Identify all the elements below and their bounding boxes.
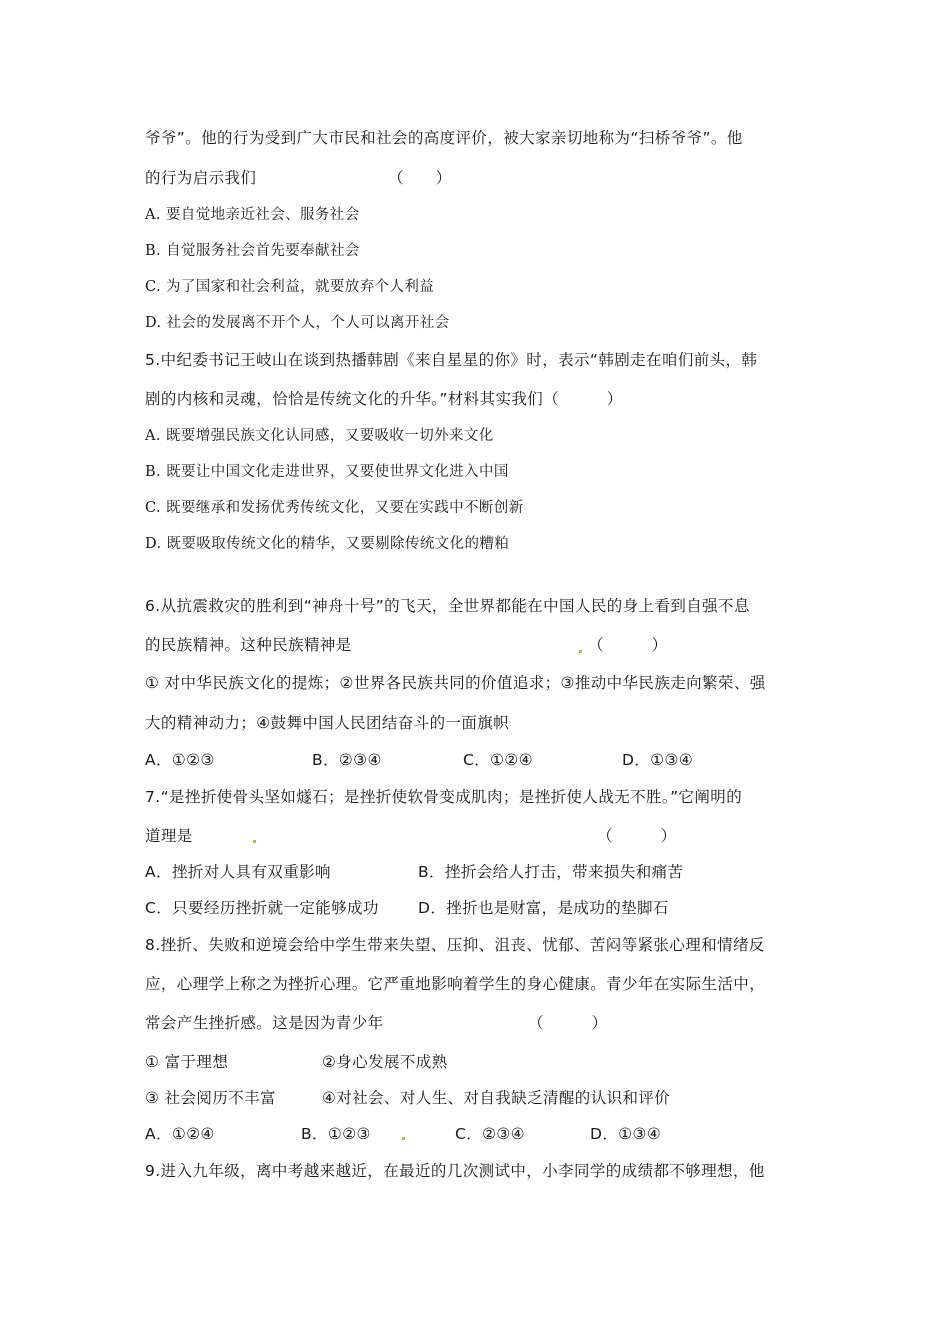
q6-stem-line-2: 的民族精神。这种民族精神是 xyxy=(145,636,352,654)
q8-statement-4: ④对社会、对人生、对自我缺乏清醒的认识和评价 xyxy=(322,1089,671,1107)
q7-option-b: B．挫折会给人打击，带来损失和痛苦 xyxy=(418,863,684,881)
q6-statements-line-1: ① 对中华民族文化的提炼；②世界各民族共同的价值追求；③推动中华民族走向繁荣、强 xyxy=(145,674,766,692)
q6-option-b: B．②③④ xyxy=(312,751,382,769)
q8-answer-parentheses: （ ） xyxy=(528,1014,608,1032)
q5-option-c: C. 既要继承和发扬优秀传统文化，又要在实践中不断创新 xyxy=(145,500,524,516)
q5-option-d: D. 既要吸取传统文化的精华，又要剔除传统文化的糟粕 xyxy=(145,536,510,552)
q5-stem-line-2: 剧的内核和灵魂，恰恰是传统文化的升华。”材料其实我们（ ） xyxy=(145,390,623,408)
q6-option-a: A．①②③ xyxy=(145,751,215,769)
q8-statement-1: ① 富于理想 xyxy=(145,1053,229,1071)
q7-option-d: D．挫折也是财富，是成功的垫脚石 xyxy=(418,899,669,917)
decorative-dot xyxy=(402,1137,405,1140)
q6-stem-line-1: 6.从抗震救灾的胜利到“神舟十号”的飞天，全世界都能在中国人民的身上看到自强不息 xyxy=(145,597,750,615)
q8-statement-3: ③ 社会阅历不丰富 xyxy=(145,1089,276,1107)
q6-option-d: D．①③④ xyxy=(622,751,694,769)
q7-option-a: A．挫折对人具有双重影响 xyxy=(145,863,331,881)
q8-stem-line-3: 常会产生挫折感。这是因为青少年 xyxy=(145,1014,384,1032)
q8-option-a: A．①②④ xyxy=(145,1125,215,1143)
q4-option-b: B. 自觉服务社会首先要奉献社会 xyxy=(145,243,360,259)
q7-option-c: C．只要经历挫折就一定能够成功 xyxy=(145,899,379,917)
q9-stem-line-1: 9.进入九年级，离中考越来越近，在最近的几次测试中，小李同学的成绩都不够理想，他 xyxy=(145,1162,765,1180)
q4-option-a: A. 要自觉地亲近社会、服务社会 xyxy=(145,207,360,223)
q5-stem-line-1: 5.中纪委书记王岐山在谈到热播韩剧《来自星星的你》时，表示“韩剧走在咱们前头，韩 xyxy=(145,351,758,369)
q8-option-c: C．②③④ xyxy=(455,1125,526,1143)
q5-option-b: B. 既要让中国文化走进世界，又要使世界文化进入中国 xyxy=(145,464,509,480)
q4-option-c: C. 为了国家和社会利益，就要放弃个人利益 xyxy=(145,279,435,295)
decorative-dot xyxy=(579,650,582,653)
q8-statement-2: ②身心发展不成熟 xyxy=(322,1053,448,1071)
q8-stem-line-1: 8.挫折、失败和逆境会给中学生带来失望、压抑、沮丧、忧郁、苦闷等紧张心理和情绪反 xyxy=(145,936,765,954)
q8-option-d: D．①③④ xyxy=(590,1125,662,1143)
q6-answer-parentheses: （ ） xyxy=(588,636,668,654)
q7-stem-line-2: 道理是 xyxy=(145,827,193,845)
q4-stem-line-2: 的行为启示我们 xyxy=(145,169,257,187)
q7-stem-line-1: 7.“是挫折使骨头坚如燧石；是挫折使软骨变成肌肉；是挫折使人战无不胜。”它阐明的 xyxy=(145,788,743,806)
q4-answer-parentheses: （ ） xyxy=(388,169,452,187)
q6-statements-line-2: 大的精神动力；④鼓舞中国人民团结奋斗的一面旗帜 xyxy=(145,714,510,732)
q5-option-a: A. 既要增强民族文化认同感，又要吸收一切外来文化 xyxy=(145,428,494,444)
q6-option-c: C．①②④ xyxy=(463,751,534,769)
q4-option-d: D. 社会的发展离不开个人，个人可以离开社会 xyxy=(145,315,450,331)
q8-stem-line-2: 应，心理学上称之为挫折心理。它严重地影响着学生的身心健康。青少年在实际生活中， xyxy=(145,975,766,993)
decorative-dot xyxy=(253,840,256,843)
q7-answer-parentheses: （ ） xyxy=(597,827,677,845)
q8-option-b: B．①②③ xyxy=(301,1125,371,1143)
q4-stem-line-1: 爷爷”。他的行为受到广大市民和社会的高度评价，被大家亲切地称为“扫桥爷爷”。他 xyxy=(145,129,743,147)
